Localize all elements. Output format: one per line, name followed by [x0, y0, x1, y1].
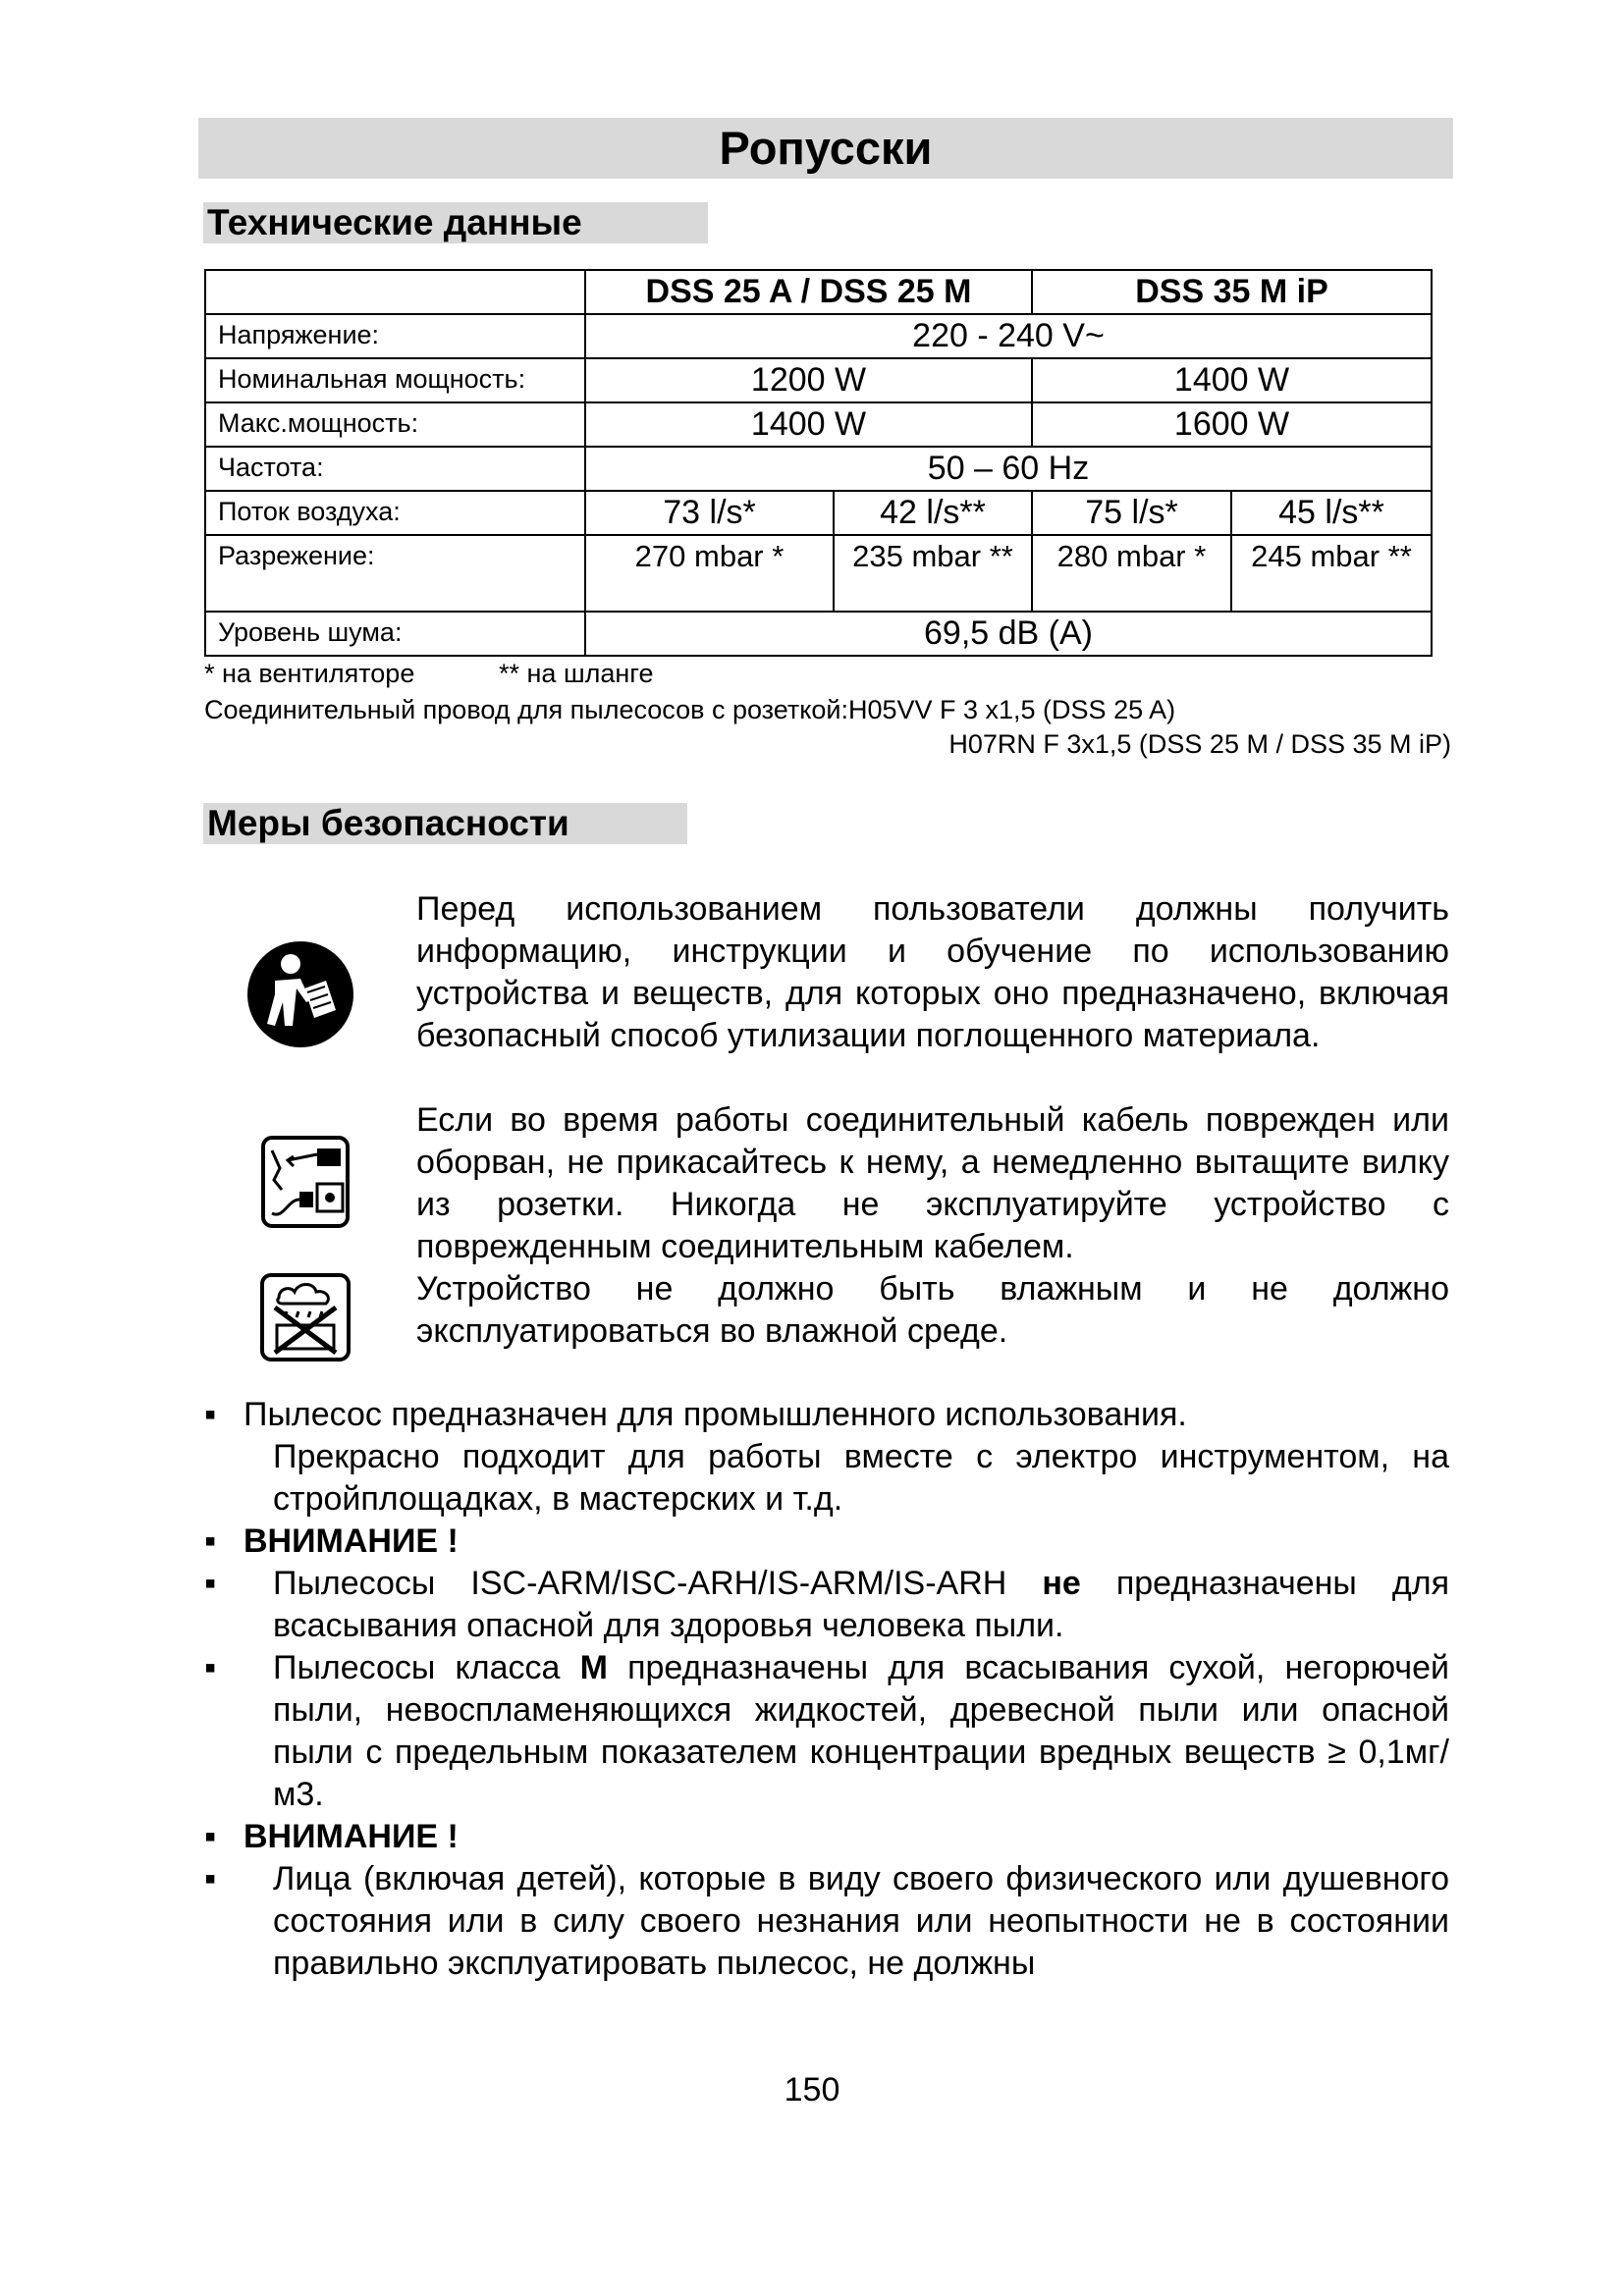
spec-table: [204, 269, 1433, 657]
noise-row: [205, 612, 1432, 656]
attention-label: ВНИМАНИЕ !: [244, 1818, 459, 1855]
voltage-label: Напряжение:: [205, 314, 585, 358]
footnote-hose: ** на шланге: [499, 659, 654, 688]
noise-label: Уровень шума:: [205, 612, 585, 656]
spec-header-row: [205, 270, 1432, 314]
attention-label: ВНИМАНИЕ !: [244, 1522, 459, 1560]
airflow-cell: 73 l/s*: [585, 491, 834, 535]
list-item: [204, 1816, 1449, 1858]
max-power-dss25: 1400 W: [585, 402, 1032, 447]
footnote-fan: * на вентиляторе: [204, 659, 415, 688]
bullet-marker: ▪: [204, 1860, 217, 1897]
vacuum-cell: 245 mbar **: [1231, 535, 1432, 612]
hazard-dust-text-pre: Пылесосы ISC-ARM/ISC-ARH/IS-ARM/IS-ARH: [273, 1565, 1007, 1602]
max-power-label: Макс.мощность:: [205, 402, 585, 447]
training-warning: Перед использованием пользователи должны получить информацию, инструкции и обучение по использованию устройства и веществ, для которых оно предназначено, включая безопасный способ утилизации поглощенного материала.: [416, 890, 1449, 1054]
airflow-cell: 42 l/s**: [834, 491, 1032, 535]
bullet-marker: ▪: [204, 1565, 217, 1602]
class-m-text-pre: Пылесосы класса: [273, 1649, 561, 1686]
hazard-dust-text-post: предназначены для всасывания опасной для здоровья человека пыли.: [273, 1565, 1449, 1644]
frequency-label: Частота:: [205, 447, 585, 491]
vacuum-label: Разрежение:: [205, 535, 585, 612]
suitability-text: Прекрасно подходит для работы вместе с электро инструментом, на стройплощадках, в мастерских и т.д.: [273, 1438, 1449, 1518]
class-m-text-post: предназначены для всасывания сухой, негорючей пыли, невоспламеняющихся жидкостей, древесной пыли или опасной пыли с предельным показателем концентрации вредных веществ ≥ 0,1мг/м3.: [273, 1649, 1450, 1813]
moisture-warning: Устройство не должно быть влажным и не должно эксплуатироваться во влажной среде.: [416, 1270, 1449, 1350]
model-header-dss35: DSS 35 M iP: [1032, 270, 1432, 314]
safety-list: [204, 1394, 1449, 1985]
nominal-power-dss35: 1400 W: [1032, 358, 1432, 402]
frequency-row: [205, 447, 1432, 491]
list-item: [204, 1394, 1449, 1521]
bullet-marker: ▪: [204, 1522, 217, 1560]
language-title: Ропусски: [198, 118, 1453, 179]
vacuum-cell: 280 mbar *: [1032, 535, 1231, 612]
list-item: [204, 1647, 1449, 1816]
max-power-dss35: 1600 W: [1032, 402, 1432, 447]
class-m-text-bold: M: [579, 1649, 608, 1686]
page-number: 150: [784, 2071, 840, 2109]
airflow-row: [205, 491, 1432, 535]
model-header-dss25: DSS 25 A / DSS 25 M: [585, 270, 1032, 314]
list-item: [204, 1563, 1449, 1647]
list-item: [204, 1521, 1449, 1563]
read-manual-icon: [245, 939, 355, 1049]
bullet-marker: ▪: [204, 1818, 217, 1855]
max-power-row: [205, 402, 1432, 447]
vacuum-cell: 235 mbar **: [834, 535, 1032, 612]
airflow-cell: 75 l/s*: [1032, 491, 1231, 535]
hazard-dust-text-bold: не: [1042, 1565, 1081, 1602]
frequency-value: 50 – 60 Hz: [585, 447, 1432, 491]
cable-spec-line2: H07RN F 3x1,5 (DSS 25 M / DSS 35 M iP): [948, 729, 1451, 759]
vacuum-row: [205, 535, 1432, 612]
safety-heading: Меры безопасности: [203, 803, 687, 844]
voltage-value: 220 - 240 V~: [585, 314, 1432, 358]
airflow-label: Поток воздуха:: [205, 491, 585, 535]
airflow-cell: 45 l/s**: [1231, 491, 1432, 535]
unplug-icon: [260, 1135, 351, 1229]
nominal-power-label: Номинальная мощность:: [205, 358, 585, 402]
persons-warning-text: Лица (включая детей), которые в виду своего физического или душевного состояния или в силу своего незнания или неопытности не в состоянии правильно эксплуатировать пылесос, не должны: [273, 1860, 1449, 1982]
nominal-power-dss25: 1200 W: [585, 358, 1032, 402]
list-item: [204, 1858, 1449, 1985]
spec-corner-cell: [205, 270, 585, 314]
bullet-marker: ▪: [204, 1649, 217, 1686]
cable-warning: Если во время работы соединительный кабель поврежден или оборван, не прикасайтесь к нему, а немедленно вытащите вилку из розетки. Никогда не эксплуатируйте устройство с поврежденным соединительным кабелем.: [416, 1101, 1449, 1265]
nominal-power-row: [205, 358, 1432, 402]
vacuum-cell: 270 mbar *: [585, 535, 834, 612]
tech-data-heading: Технические данные: [203, 202, 708, 243]
cable-spec-line1: Соединительный провод для пылесосов с розеткой:H05VV F 3 x1,5 (DSS 25 A): [204, 695, 1176, 724]
voltage-row: [205, 314, 1432, 358]
industrial-use-text: Пылесос предназначен для промышленного использования.: [244, 1396, 1187, 1433]
bullet-marker: ▪: [204, 1396, 217, 1433]
noise-value: 69,5 dB (A): [585, 612, 1432, 656]
no-moisture-icon: [259, 1272, 352, 1362]
